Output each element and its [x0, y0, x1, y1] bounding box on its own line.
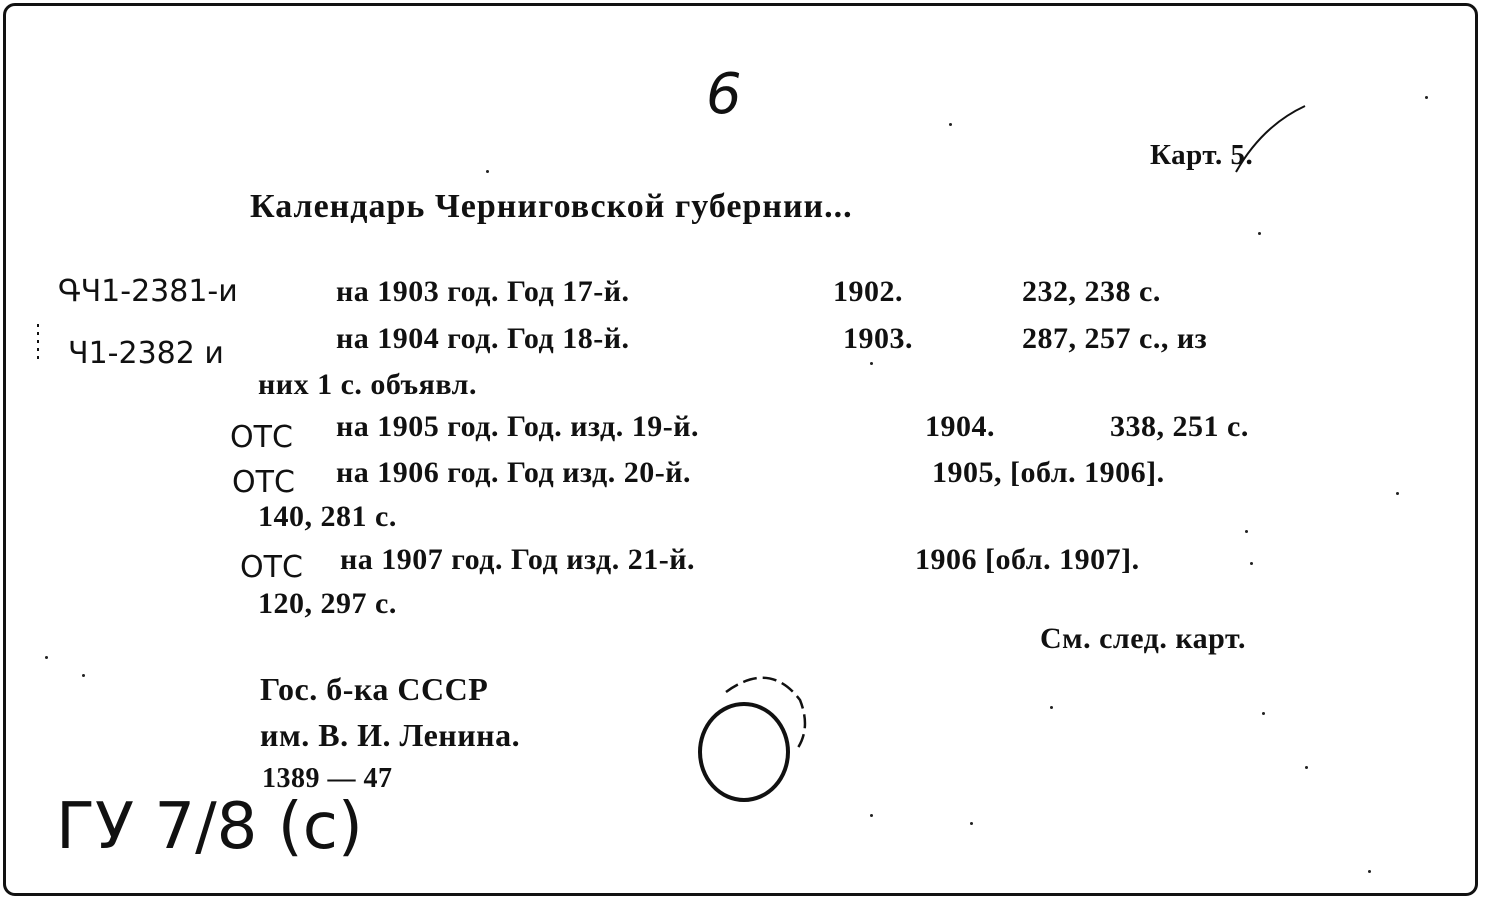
entry-1-pages: 232, 238 с. — [1022, 275, 1161, 308]
speck — [870, 362, 873, 365]
entry-3-pages: 338, 251 с. — [1110, 410, 1249, 443]
entry-4-continuation: 140, 281 с. — [258, 500, 397, 533]
entry-1-text: на 1903 год. Год 17-й. — [336, 275, 630, 308]
speck — [1245, 530, 1248, 533]
shelf-mark-3: ОТС — [230, 420, 293, 455]
entry-4-year: 1905, [обл. 1906]. — [932, 456, 1165, 489]
entry-1-year: 1902. — [833, 275, 903, 308]
shelf-mark-1: ԳЧ1-2381-и — [58, 274, 238, 309]
shelf-mark-5: ОТС — [240, 550, 303, 585]
library-print-number: 1389 — 47 — [262, 763, 393, 794]
punch-hole-shadow — [726, 678, 805, 752]
library-name: Гос. б-ка СССР — [260, 671, 489, 707]
speck — [970, 822, 973, 825]
speck — [1425, 96, 1428, 99]
speck — [82, 674, 85, 677]
entry-4-text: на 1906 год. Год изд. 20-й. — [336, 456, 691, 489]
speck — [949, 123, 952, 126]
entry-3-year: 1904. — [925, 410, 995, 443]
entry-5-year: 1906 [обл. 1907]. — [915, 543, 1140, 576]
card-title: Календарь Черниговской губернии... — [250, 188, 853, 225]
speck — [45, 656, 48, 659]
speck — [1050, 706, 1053, 709]
entry-2-pages: 287, 257 с., из — [1022, 322, 1208, 355]
entry-2-year: 1903. — [843, 322, 913, 355]
speck — [1305, 766, 1308, 769]
speck — [1396, 492, 1399, 495]
library-named-after: им. В. И. Ленина. — [260, 717, 521, 753]
speck — [1258, 232, 1261, 235]
speck — [486, 170, 489, 173]
speck — [1368, 870, 1371, 873]
entry-5-continuation: 120, 297 с. — [258, 587, 397, 620]
entry-2-text: на 1904 год. Год 18-й. — [336, 322, 630, 355]
entry-3-text: на 1905 год. Год. изд. 19-й. — [336, 410, 699, 443]
page-number-handwritten: 6 — [706, 62, 742, 127]
entry-5-text: на 1907 год. Год изд. 21-й. — [340, 543, 695, 576]
entry-2-continuation: них 1 с. объявл. — [258, 368, 477, 401]
punch-hole-ring — [700, 704, 788, 800]
handwritten-code: ГУ 7/8 (с) — [56, 790, 363, 864]
card-number: Карт. 5. — [1150, 139, 1254, 171]
shelf-mark-2: Ч1-2382 и — [68, 336, 224, 371]
speck — [870, 814, 873, 817]
check-stroke — [1236, 106, 1305, 172]
speck — [1262, 712, 1265, 715]
shelf-mark-4: ОТС — [232, 465, 295, 500]
see-next-card: См. след. карт. — [1040, 622, 1246, 655]
speck — [1250, 562, 1253, 565]
